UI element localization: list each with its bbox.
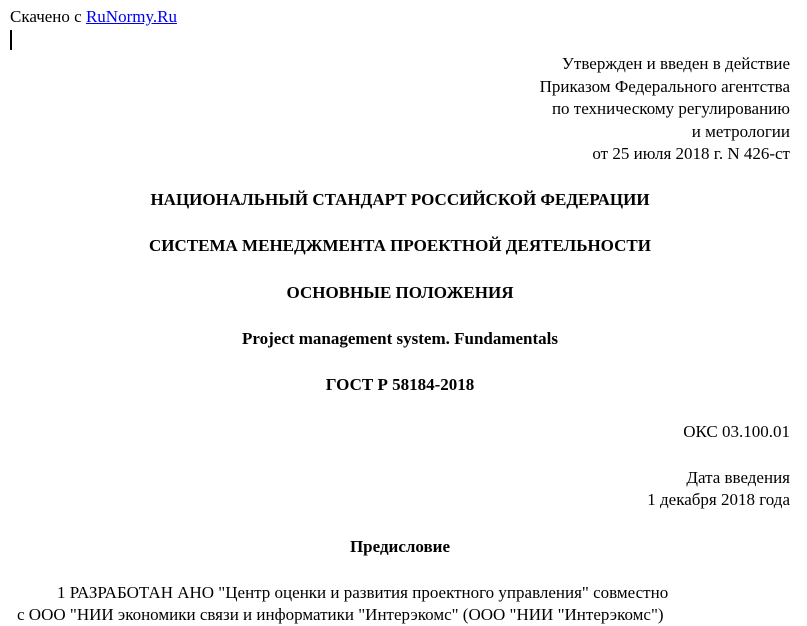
introduction-date-label: Дата введения (686, 468, 790, 487)
gost-number: ГОСТ Р 58184-2018 (325, 375, 475, 394)
approval-block (540, 53, 790, 166)
approval-line: Утвержден и введен в действие (561, 54, 790, 73)
english-title: Project management system. Fundamentals (241, 329, 559, 348)
preface-heading: Предисловие (349, 537, 451, 556)
introduction-date: 1 декабря 2018 года (647, 490, 790, 509)
approval-line: и метрологии (691, 121, 790, 141)
text-cursor (10, 30, 12, 50)
preface-paragraph-line: 1 РАЗРАБОТАН АНО "Центр оценки и развития проектного управления" совместно (57, 583, 669, 602)
approval-line: по техническому регулированию (551, 99, 790, 118)
oks-code: ОКС 03.100.01 (683, 422, 790, 441)
national-standard-title: НАЦИОНАЛЬНЫЙ СТАНДАРТ РОССИЙСКОЙ ФЕДЕРАЦИИ (150, 190, 650, 209)
downloaded-from-note (10, 7, 177, 27)
fundamentals-title: ОСНОВНЫЕ ПОЛОЖЕНИЯ (286, 283, 514, 302)
system-title: СИСТЕМА МЕНЕДЖМЕНТА ПРОЕКТНОЙ ДЕЯТЕЛЬНОСТИ (149, 236, 651, 255)
approval-line: от 25 июля 2018 г. N 426-ст (592, 144, 790, 163)
downloaded-prefix: Скачено с (10, 7, 86, 26)
approval-line: Приказом Федерального агентства (539, 76, 790, 96)
runormy-link[interactable]: RuNormy.Ru (85, 7, 177, 26)
preface-paragraph-line: с ООО "НИИ экономики связи и информатики "Интерэкомс" (ООО "НИИ "Интерэкомс") (17, 605, 664, 624)
